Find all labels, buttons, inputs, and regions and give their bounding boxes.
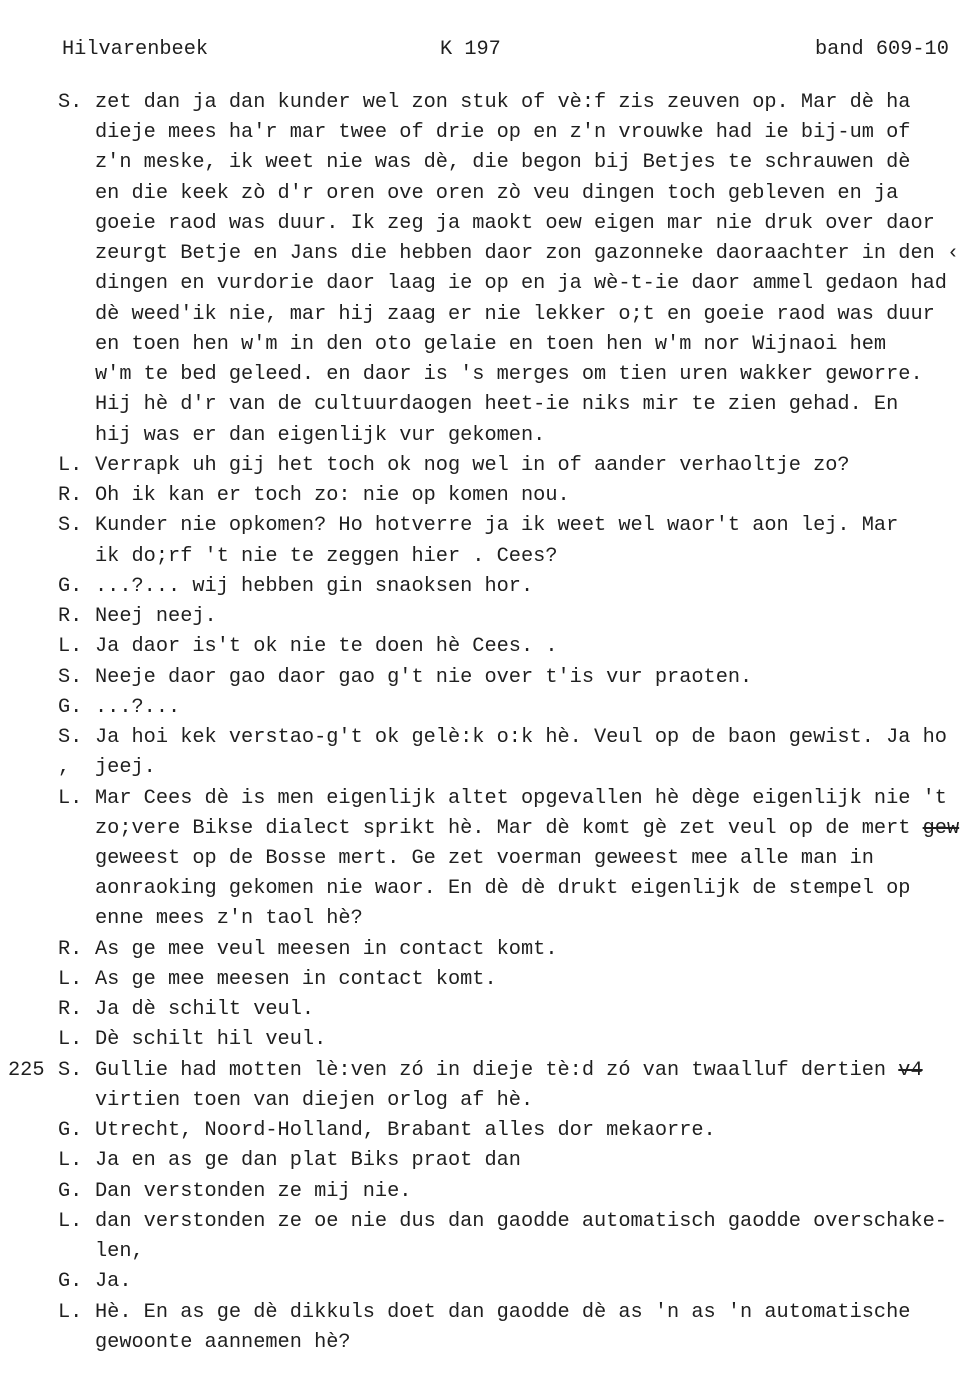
line-text: ik do;rf 't nie te zeggen hier . Cees? xyxy=(95,544,558,568)
dialogue-line xyxy=(0,935,973,965)
header-place: Hilvarenbeek xyxy=(62,38,209,61)
line-text: en die keek zò d'r oren ove oren zò veu dingen toch gebleven en ja xyxy=(95,181,899,205)
speaker-label: L. xyxy=(58,967,83,991)
dialogue-line xyxy=(0,511,973,541)
speaker-label: G. xyxy=(58,1270,83,1294)
line-text-wrapper xyxy=(95,1237,144,1267)
dialogue-line xyxy=(0,663,973,693)
struck-through-text: v4 xyxy=(898,1058,923,1082)
line-text-wrapper xyxy=(95,360,923,390)
dialogue-line xyxy=(0,300,973,330)
line-text: z'n meske, ik weet nie was dè, die begon bij Betjes te schrauwen dè xyxy=(95,151,911,175)
line-text-wrapper xyxy=(95,814,959,844)
dialogue-line xyxy=(0,1267,973,1297)
line-text-wrapper xyxy=(95,1116,716,1146)
dialogue-line xyxy=(0,1116,973,1146)
line-text-wrapper xyxy=(95,451,850,481)
line-text-wrapper xyxy=(95,300,935,330)
line-text-wrapper xyxy=(95,1267,132,1297)
line-text-wrapper xyxy=(95,723,947,753)
line-text: Dè schilt hil veul. xyxy=(95,1028,327,1052)
line-text: dan verstonden ze oe nie dus dan gaodde automatisch gaodde overschake- xyxy=(95,1209,947,1233)
speaker-label: R. xyxy=(58,998,83,1022)
dialogue-line xyxy=(0,209,973,239)
dialogue-line xyxy=(0,330,973,360)
line-text-wrapper xyxy=(95,1056,923,1086)
line-text: Neeje daor gao daor gao g't nie over t'is vur praoten. xyxy=(95,665,753,689)
line-text: Ja. xyxy=(95,1270,132,1294)
line-text-wrapper xyxy=(95,481,570,511)
line-text: goeie raod was duur. Ik zeg ja maokt oew eigen mar nie druk over daor xyxy=(95,211,935,235)
dialogue-line xyxy=(0,572,973,602)
dialogue-line xyxy=(0,88,973,118)
speaker-label: R. xyxy=(58,605,83,629)
dialogue-line xyxy=(0,723,973,753)
line-text-wrapper xyxy=(95,572,533,602)
dialogue-line xyxy=(0,844,973,874)
dialogue-line xyxy=(0,784,973,814)
dialogue-line xyxy=(0,421,973,451)
speaker-label: L. xyxy=(58,453,83,477)
header-archive-code: K 197 xyxy=(440,38,501,61)
dialogue-line xyxy=(0,1237,973,1267)
line-text-wrapper xyxy=(95,1328,351,1358)
dialogue-line xyxy=(0,542,973,572)
line-text-wrapper xyxy=(95,1177,411,1207)
line-text-wrapper xyxy=(95,1146,521,1176)
dialogue-line xyxy=(0,814,973,844)
line-text-wrapper xyxy=(95,148,910,178)
line-text-wrapper xyxy=(95,632,558,662)
line-text: Ja daor is't ok nie te doen hè Cees. . xyxy=(95,635,558,659)
line-text: gewoonte aannemen hè? xyxy=(95,1330,351,1354)
line-text: Oh ik kan er toch zo: nie op komen nou. xyxy=(95,484,570,508)
line-text: Hè. En as ge dè dikkuls doet dan gaodde dè as 'n as 'n automatische xyxy=(95,1300,911,1324)
dialogue-line xyxy=(0,1146,973,1176)
dialogue-line xyxy=(0,239,973,269)
line-text: Verrapk uh gij het toch ok nog wel in of aander verhaoltje zo? xyxy=(95,453,850,477)
line-text-wrapper xyxy=(95,1207,947,1237)
speaker-label: S. xyxy=(58,1058,83,1082)
struck-through-text: gew xyxy=(922,816,960,840)
line-text: jeej. xyxy=(95,756,156,780)
line-text: Ja en as ge dan plat Biks praot dan xyxy=(95,1149,521,1173)
line-text-wrapper xyxy=(95,88,910,118)
line-text: zet dan ja dan kunder wel zon stuk of vè:f zis zeuven op. Mar dè ha xyxy=(95,91,911,114)
line-text-wrapper xyxy=(95,269,947,299)
dialogue-line xyxy=(0,360,973,390)
dialogue-line xyxy=(0,451,973,481)
line-text: en toen hen w'm in den oto gelaie en toen hen w'm nor Wijnaoi hem xyxy=(95,332,887,356)
line-text: Neej neej. xyxy=(95,605,217,629)
speaker-label: L. xyxy=(58,635,83,659)
line-text-wrapper xyxy=(95,118,910,148)
line-text-wrapper xyxy=(95,602,217,632)
line-text: Utrecht, Noord-Holland, Brabant alles dor mekaorre. xyxy=(95,1119,716,1143)
line-text: Ja hoi kek verstao-g't ok gelè:k o:k hè. Veul op de baon gewist. Ja ho xyxy=(95,726,947,750)
line-text-wrapper xyxy=(95,693,180,723)
line-text-wrapper xyxy=(95,995,314,1025)
line-text-wrapper xyxy=(95,390,898,420)
line-text-wrapper xyxy=(95,965,497,995)
line-text-wrapper xyxy=(95,1086,533,1116)
speaker-label: S. xyxy=(58,665,83,689)
line-text: aonraoking gekomen nie waor. En dè dè drukt eigenlijk de stempel op xyxy=(95,877,911,901)
speaker-label: S. xyxy=(58,514,83,538)
speaker-label: G. xyxy=(58,574,83,598)
line-text: As ge mee meesen in contact komt. xyxy=(95,967,497,991)
line-text: Dan verstonden ze mij nie. xyxy=(95,1179,412,1203)
dialogue-line xyxy=(0,481,973,511)
line-text: virtien toen van diejen orlog af hè. xyxy=(95,1088,534,1112)
dialogue-line xyxy=(0,753,973,783)
dialogue-line xyxy=(0,390,973,420)
line-text-wrapper xyxy=(95,784,947,814)
line-text-wrapper xyxy=(95,663,752,693)
speaker-label: L. xyxy=(58,1149,83,1173)
dialogue-line xyxy=(0,602,973,632)
dialogue-line xyxy=(0,1025,973,1055)
dialogue-line xyxy=(0,874,973,904)
line-text: Ja dè schilt veul. xyxy=(95,998,315,1022)
line-text-wrapper xyxy=(95,1298,910,1328)
dialogue-line xyxy=(0,1056,973,1086)
speaker-label: G. xyxy=(58,695,83,719)
speaker-label: L. xyxy=(58,1300,83,1324)
line-text: Hij hè d'r van de cultuurdaogen heet-ie niks mir te zien gehad. En xyxy=(95,393,899,417)
line-text: zo;vere Bikse dialect sprikt hè. Mar dè komt gè zet veul op de mert xyxy=(95,816,923,840)
line-text: dieje mees ha'r mar twee of drie op en z'n vrouwke had ie bij-um of xyxy=(95,121,911,145)
margin-line-number: 225 xyxy=(8,1058,45,1082)
speaker-label: L. xyxy=(58,1209,83,1233)
speaker-label: G. xyxy=(58,1119,83,1143)
line-text: Gullie had motten lè:ven zó in dieje tè:d zó van twaalluf dertien xyxy=(95,1058,899,1082)
dialogue-line xyxy=(0,1177,973,1207)
speaker-label: S. xyxy=(58,91,83,114)
line-text-wrapper xyxy=(95,511,898,541)
line-text: Mar Cees dè is men eigenlijk altet opgevallen hè dège eigenlijk nie 't xyxy=(95,786,947,810)
line-text: zeurgt Betje en Jans die hebben daor zon gazonneke daoraachter in den ‹ xyxy=(95,242,960,266)
dialogue-line xyxy=(0,1086,973,1116)
dialogue-line xyxy=(0,1328,973,1358)
line-text: len, xyxy=(95,1240,144,1264)
line-text: ...?... wij hebben gin snaoksen hor. xyxy=(95,574,534,598)
line-text-wrapper xyxy=(95,421,545,451)
line-text: geweest op de Bosse mert. Ge zet voerman geweest mee alle man in xyxy=(95,847,874,870)
speaker-label: S. xyxy=(58,726,83,750)
dialogue-line xyxy=(0,1298,973,1328)
line-text-wrapper xyxy=(95,935,558,965)
line-text: dè weed'ik nie, mar hij zaag er nie lekker o;t en goeie raod was duur xyxy=(95,302,935,326)
speaker-label: R. xyxy=(58,937,83,961)
line-text-wrapper xyxy=(95,330,886,360)
dialogue-line xyxy=(0,148,973,178)
dialogue-line xyxy=(0,179,973,209)
line-text: w'm te bed geleed. en daor is 's merges om tien uren wakker geworre. xyxy=(95,363,923,387)
speaker-label: G. xyxy=(58,1179,83,1203)
dialogue-line xyxy=(0,1207,973,1237)
line-text: Kunder nie opkomen? Ho hotverre ja ik weet wel waor't aon lej. Mar xyxy=(95,514,899,538)
line-text-wrapper xyxy=(95,753,156,783)
line-text-wrapper xyxy=(95,904,363,934)
speaker-label: L. xyxy=(58,1028,83,1052)
line-text-wrapper xyxy=(95,209,935,239)
speaker-label: R. xyxy=(58,484,83,508)
dialogue-line xyxy=(0,118,973,148)
dialogue-line xyxy=(0,269,973,299)
line-text: dingen en vurdorie daor laag ie op en ja wè-t-ie daor ammel gedaon had xyxy=(95,272,947,296)
speaker-label: L. xyxy=(58,786,83,810)
line-text-wrapper xyxy=(95,542,558,572)
line-text: hij was er dan eigenlijk vur gekomen. xyxy=(95,423,546,447)
dialogue-line xyxy=(0,904,973,934)
speaker-label: , xyxy=(58,756,71,780)
line-text-wrapper xyxy=(95,239,959,269)
line-text: ...?... xyxy=(95,695,181,719)
line-text-wrapper xyxy=(95,844,874,874)
dialogue-line xyxy=(0,632,973,662)
dialogue-line xyxy=(0,995,973,1025)
line-text: As ge mee veul meesen in contact komt. xyxy=(95,937,558,961)
line-text-wrapper xyxy=(95,179,898,209)
dialogue-line xyxy=(0,693,973,723)
line-text: enne mees z'n taol hè? xyxy=(95,907,363,931)
line-text-wrapper xyxy=(95,874,910,904)
line-text-wrapper xyxy=(95,1025,326,1055)
dialogue-line xyxy=(0,965,973,995)
header-tape-number: band 609-10 xyxy=(815,38,949,61)
